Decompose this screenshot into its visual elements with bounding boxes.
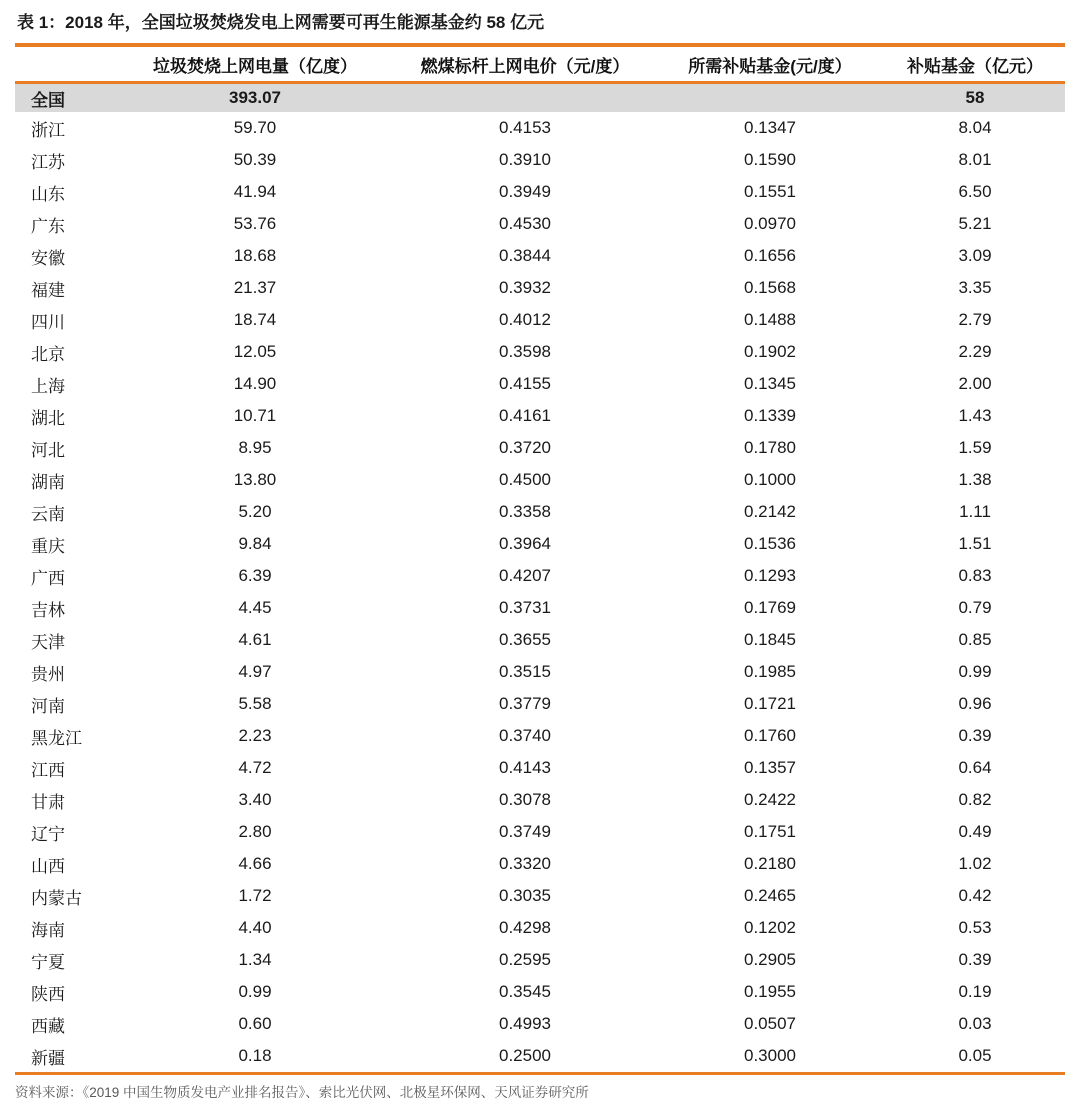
cell-value: 2.79 (958, 310, 992, 329)
cell-value: 0.83 (958, 566, 992, 585)
cell-value (655, 83, 885, 113)
cell-value: 5.21 (958, 214, 992, 233)
cell-value: 0.1536 (744, 534, 796, 553)
cell-value: 0.1751 (744, 822, 796, 841)
cell-value: 0.1000 (744, 470, 796, 489)
cell-value: 0.4500 (499, 470, 551, 489)
table-header (15, 45, 1065, 83)
cell-value: 0.0507 (744, 1014, 796, 1033)
table-row (15, 1040, 1065, 1074)
cell-value: 59.70 (233, 118, 277, 137)
province-name: 天津 (31, 632, 65, 652)
province-name: 云南 (31, 504, 65, 524)
cell-value: 0.4012 (499, 310, 551, 329)
cell-value: 0.1345 (744, 374, 796, 393)
cell-value: 0.42 (958, 886, 992, 905)
table-row (15, 464, 1065, 496)
cell-value: 0.1656 (744, 246, 796, 265)
column-header-province (15, 45, 115, 83)
cell-value: 3.35 (958, 278, 992, 297)
cell-value: 0.03 (958, 1014, 992, 1033)
cell-value: 1.02 (958, 854, 992, 873)
cell-value: 1.38 (958, 470, 992, 489)
cell-value: 4.45 (238, 598, 272, 617)
table-row (15, 176, 1065, 208)
cell-value: 0.2142 (744, 502, 796, 521)
table-row (15, 240, 1065, 272)
table-row (15, 880, 1065, 912)
cell-value: 0.1488 (744, 310, 796, 329)
cell-value (395, 83, 655, 113)
cell-value: 0.99 (238, 982, 272, 1001)
province-name: 北京 (31, 344, 65, 364)
cell-value: 2.29 (958, 342, 992, 361)
cell-value: 12.05 (233, 342, 277, 361)
table-row (15, 368, 1065, 400)
province-name: 陕西 (31, 984, 65, 1004)
cell-value: 2.23 (238, 726, 272, 745)
cell-value: 0.99 (958, 662, 992, 681)
cell-value: 0.3910 (499, 150, 551, 169)
province-name: 江西 (31, 760, 65, 780)
province-name: 福建 (31, 280, 65, 300)
cell-value: 0.2422 (744, 790, 796, 809)
cell-value: 1.51 (958, 534, 992, 553)
cell-value: 0.1769 (744, 598, 796, 617)
province-name: 山西 (31, 856, 65, 876)
cell-value: 3.09 (958, 246, 992, 265)
table-title: 表 1：2018 年，全国垃圾焚烧发电上网需要可再生能源基金约 58 亿元 (17, 13, 545, 32)
cell-value: 0.3731 (499, 598, 551, 617)
cell-value: 0.4993 (499, 1014, 551, 1033)
cell-value: 0.3598 (499, 342, 551, 361)
cell-value: 4.97 (238, 662, 272, 681)
cell-value: 0.1551 (744, 182, 796, 201)
cell-value: 0.4298 (499, 918, 551, 937)
cell-value: 0.2500 (499, 1046, 551, 1065)
cell-value: 0.1202 (744, 918, 796, 937)
cell-value: 0.3740 (499, 726, 551, 745)
province-name: 湖南 (31, 472, 65, 492)
cell-value: 0.4155 (499, 374, 551, 393)
cell-value: 0.3545 (499, 982, 551, 1001)
province-name: 湖北 (31, 408, 65, 428)
cell-value: 4.72 (238, 758, 272, 777)
cell-value: 0.3844 (499, 246, 551, 265)
cell-value: 0.1955 (744, 982, 796, 1001)
column-header: 所需补贴基金(元/度） (688, 57, 852, 76)
cell-value: 41.94 (233, 182, 277, 201)
table-row (15, 592, 1065, 624)
cell-value: 5.58 (238, 694, 272, 713)
table-row (15, 688, 1065, 720)
table-row (15, 208, 1065, 240)
province-name: 河北 (31, 440, 65, 460)
cell-value: 0.4207 (499, 566, 551, 585)
cell-value: 393.07 (229, 88, 281, 107)
cell-value: 0.49 (958, 822, 992, 841)
table-row (15, 848, 1065, 880)
cell-value: 0.1590 (744, 150, 796, 169)
table-row (15, 336, 1065, 368)
table-row (15, 752, 1065, 784)
cell-value: 3.40 (238, 790, 272, 809)
cell-value: 0.1902 (744, 342, 796, 361)
province-name: 海南 (31, 920, 65, 940)
cell-value: 0.1721 (744, 694, 796, 713)
table-row (15, 944, 1065, 976)
cell-value: 1.43 (958, 406, 992, 425)
cell-value: 0.96 (958, 694, 992, 713)
cell-value: 0.2465 (744, 886, 796, 905)
cell-value: 0.64 (958, 758, 992, 777)
cell-value: 2.80 (238, 822, 272, 841)
cell-value: 8.01 (958, 150, 992, 169)
cell-value: 1.11 (959, 502, 991, 521)
province-name: 四川 (31, 312, 65, 332)
cell-value: 0.1347 (744, 118, 796, 137)
cell-value: 0.3720 (499, 438, 551, 457)
province-name: 西藏 (31, 1016, 65, 1036)
cell-value: 0.4153 (499, 118, 551, 137)
cell-value: 58 (965, 88, 985, 107)
total-row (15, 83, 1065, 113)
cell-value: 0.1357 (744, 758, 796, 777)
cell-value: 0.1845 (744, 630, 796, 649)
table-row (15, 976, 1065, 1008)
table-row (15, 144, 1065, 176)
province-name: 宁夏 (31, 952, 65, 972)
cell-value: 10.71 (233, 406, 277, 425)
cell-value: 0.3779 (499, 694, 551, 713)
province-name: 上海 (31, 376, 65, 396)
cell-value: 5.20 (238, 502, 272, 521)
cell-value: 4.66 (238, 854, 272, 873)
cell-value: 6.50 (958, 182, 992, 201)
province-name: 广西 (31, 568, 65, 588)
table-row (15, 304, 1065, 336)
province-name: 甘肃 (31, 792, 65, 812)
province-name: 河南 (31, 696, 65, 716)
cell-value: 0.1293 (744, 566, 796, 585)
cell-value: 0.3320 (499, 854, 551, 873)
province-name: 内蒙古 (31, 888, 82, 908)
cell-value: 0.3358 (499, 502, 551, 521)
cell-value: 0.1780 (744, 438, 796, 457)
cell-value: 0.1760 (744, 726, 796, 745)
cell-value: 0.3000 (744, 1046, 796, 1065)
cell-value: 0.3932 (499, 278, 551, 297)
source-note: 资料来源：《2019 中国生物质发电产业排名报告》、索比光伏网、北极星环保网、天风证券研究所 (15, 1085, 589, 1100)
table-row (15, 1008, 1065, 1040)
table-row (15, 112, 1065, 144)
province-name: 广东 (31, 216, 65, 236)
cell-value: 8.04 (958, 118, 992, 137)
cell-value: 4.61 (238, 630, 272, 649)
cell-value: 6.39 (238, 566, 272, 585)
cell-value: 0.3655 (499, 630, 551, 649)
cell-value: 8.95 (238, 438, 272, 457)
cell-value: 9.84 (238, 534, 272, 553)
cell-value: 18.68 (233, 246, 277, 265)
cell-value: 50.39 (233, 150, 277, 169)
table-row (15, 720, 1065, 752)
cell-value: 18.74 (233, 310, 277, 329)
province-name: 安徽 (31, 248, 65, 268)
cell-value: 0.1568 (744, 278, 796, 297)
cell-value: 0.3035 (499, 886, 551, 905)
column-header: 燃煤标杆上网电价（元/度） (420, 57, 630, 76)
cell-value: 0.2180 (744, 854, 796, 873)
cell-value: 2.00 (958, 374, 992, 393)
table-row (15, 272, 1065, 304)
table-row (15, 624, 1065, 656)
cell-value: 1.59 (958, 438, 992, 457)
cell-value: 0.19 (958, 982, 992, 1001)
province-subsidy-table (15, 43, 1065, 1075)
cell-value: 0.18 (238, 1046, 272, 1065)
cell-value: 14.90 (233, 374, 277, 393)
province-name: 新疆 (31, 1048, 65, 1068)
province-name: 重庆 (31, 536, 65, 556)
cell-value: 0.85 (958, 630, 992, 649)
province-name: 吉林 (31, 600, 65, 620)
cell-value: 0.05 (958, 1046, 992, 1065)
province-name: 全国 (31, 90, 65, 110)
province-name: 贵州 (31, 664, 65, 684)
cell-value: 0.4143 (499, 758, 551, 777)
table-row (15, 496, 1065, 528)
table-row (15, 912, 1065, 944)
table-row (15, 656, 1065, 688)
cell-value: 21.37 (233, 278, 277, 297)
cell-value: 0.3964 (499, 534, 551, 553)
cell-value: 0.2905 (744, 950, 796, 969)
table-row (15, 528, 1065, 560)
table-row (15, 784, 1065, 816)
cell-value: 1.72 (238, 886, 272, 905)
province-name: 山东 (31, 184, 65, 204)
province-name: 浙江 (31, 120, 65, 140)
cell-value: 13.80 (233, 470, 277, 489)
province-name: 黑龙江 (31, 728, 82, 748)
cell-value: 0.1339 (744, 406, 796, 425)
cell-value: 0.1985 (744, 662, 796, 681)
cell-value: 0.3749 (499, 822, 551, 841)
cell-value: 0.53 (958, 918, 992, 937)
table-body (15, 83, 1065, 1074)
cell-value: 0.0970 (744, 214, 796, 233)
cell-value: 53.76 (233, 214, 277, 233)
cell-value: 0.4530 (499, 214, 551, 233)
cell-value: 0.39 (958, 950, 992, 969)
province-name: 江苏 (31, 152, 65, 172)
cell-value: 0.4161 (499, 406, 551, 425)
cell-value: 0.79 (958, 598, 992, 617)
cell-value: 0.3078 (499, 790, 551, 809)
column-header: 补贴基金（亿元） (907, 57, 1043, 76)
table-row (15, 816, 1065, 848)
cell-value: 0.39 (958, 726, 992, 745)
cell-value: 0.2595 (499, 950, 551, 969)
cell-value: 0.3949 (499, 182, 551, 201)
header-row (15, 45, 1065, 83)
cell-value: 0.82 (958, 790, 992, 809)
cell-value: 1.34 (238, 950, 272, 969)
table-row (15, 432, 1065, 464)
table-row (15, 400, 1065, 432)
column-header: 垃圾焚烧上网电量（亿度） (153, 57, 357, 76)
table-row (15, 560, 1065, 592)
cell-value: 0.60 (238, 1014, 272, 1033)
province-name: 辽宁 (31, 824, 65, 844)
cell-value: 4.40 (238, 918, 272, 937)
cell-value: 0.3515 (499, 662, 551, 681)
